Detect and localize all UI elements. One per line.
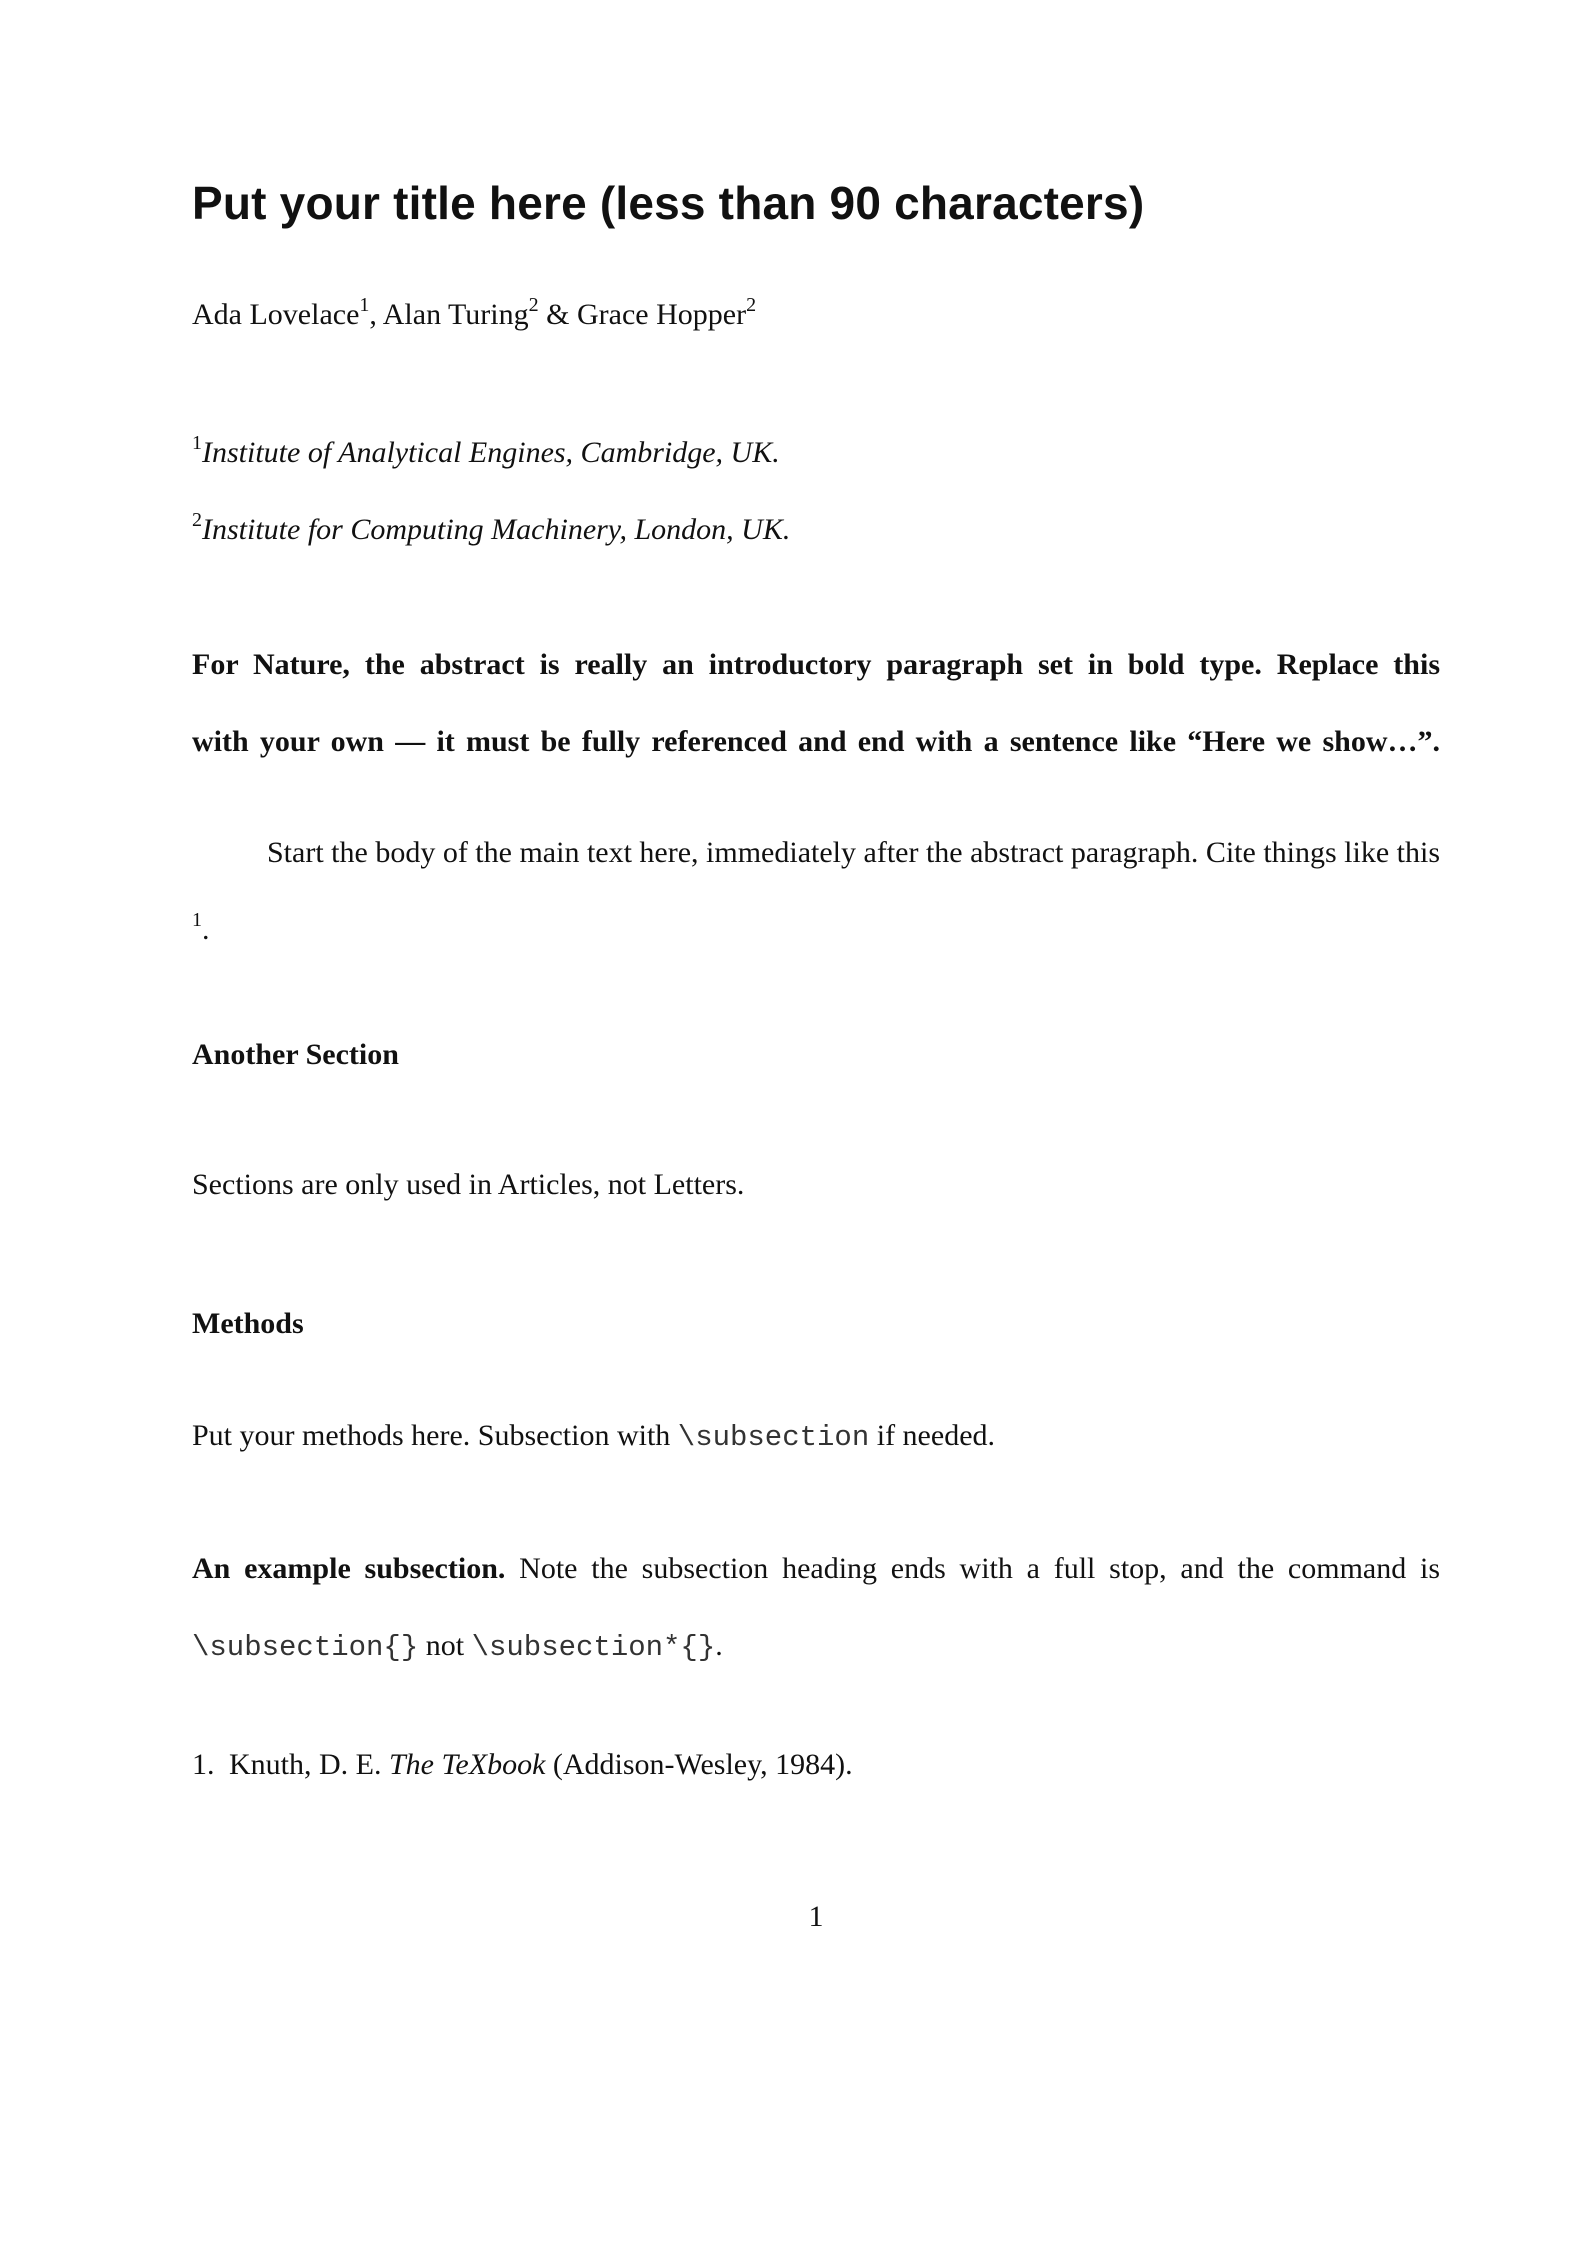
author-separator: , [369, 298, 383, 331]
author-name: Ada Lovelace [192, 298, 360, 331]
affiliation-marker: 1 [359, 294, 370, 316]
section-heading: Another Section [192, 1038, 399, 1071]
author-list [192, 294, 757, 332]
affiliation [192, 509, 791, 547]
main-text: Start the body of the main text here, immediately after the abstract paragraph. Cite things like this [267, 836, 1440, 869]
subsection-paragraph [192, 1530, 1440, 1686]
author-separator: & [538, 298, 577, 331]
affiliation-marker: 2 [746, 294, 757, 316]
subsection-text: not [418, 1629, 472, 1662]
code-inline: \subsection{} [192, 1631, 419, 1664]
reference-publisher: (Addison-Wesley, 1984). [545, 1748, 853, 1781]
methods-text-part: if needed. [869, 1419, 996, 1452]
methods-text-part: Put your methods here. Subsection with [192, 1419, 678, 1452]
citation-marker: 1 [192, 909, 202, 931]
subsection-heading: An example subsection. [192, 1552, 506, 1585]
affiliation-number: 2 [192, 509, 202, 531]
abstract-paragraph [192, 626, 1440, 780]
page-number: 1 [808, 1900, 824, 1933]
main-text-paragraph [192, 814, 1440, 968]
affiliation-marker: 2 [528, 294, 539, 316]
reference-authors: Knuth, D. E. [229, 1748, 389, 1781]
methods-text [192, 1419, 995, 1454]
subsection-text: Note the subsection heading ends with a full stop, and the command is [505, 1552, 1440, 1585]
subsection-line [192, 1530, 1440, 1607]
code-inline: \subsection [677, 1421, 870, 1454]
abstract-line: with your own — it must be fully referenced and end with a sentence like “Here we show…”. [192, 725, 1440, 758]
reference-title: The TeXbook [389, 1748, 546, 1781]
paper-title: Put your title here (less than 90 characters) [192, 177, 1145, 229]
affiliation-number: 1 [192, 432, 202, 454]
section-text: Sections are only used in Articles, not Letters. [192, 1168, 745, 1201]
reference-number: 1. [192, 1748, 215, 1781]
subsection-line [192, 1607, 1440, 1686]
author-name: Grace Hopper [576, 298, 747, 331]
affiliation [192, 432, 780, 470]
subsection-text: . [715, 1629, 723, 1662]
author-name: Alan Turing [382, 298, 529, 331]
main-text-end: . [202, 913, 210, 946]
affiliation-text: Institute for Computing Machinery, London, UK. [202, 513, 791, 546]
abstract-line: For Nature, the abstract is really an introductory paragraph set in bold type. Replace this [192, 648, 1440, 681]
methods-heading: Methods [192, 1307, 304, 1340]
reference-item [192, 1748, 853, 1782]
code-inline: \subsection*{} [471, 1631, 716, 1664]
affiliation-text: Institute of Analytical Engines, Cambridge, UK. [202, 436, 780, 469]
